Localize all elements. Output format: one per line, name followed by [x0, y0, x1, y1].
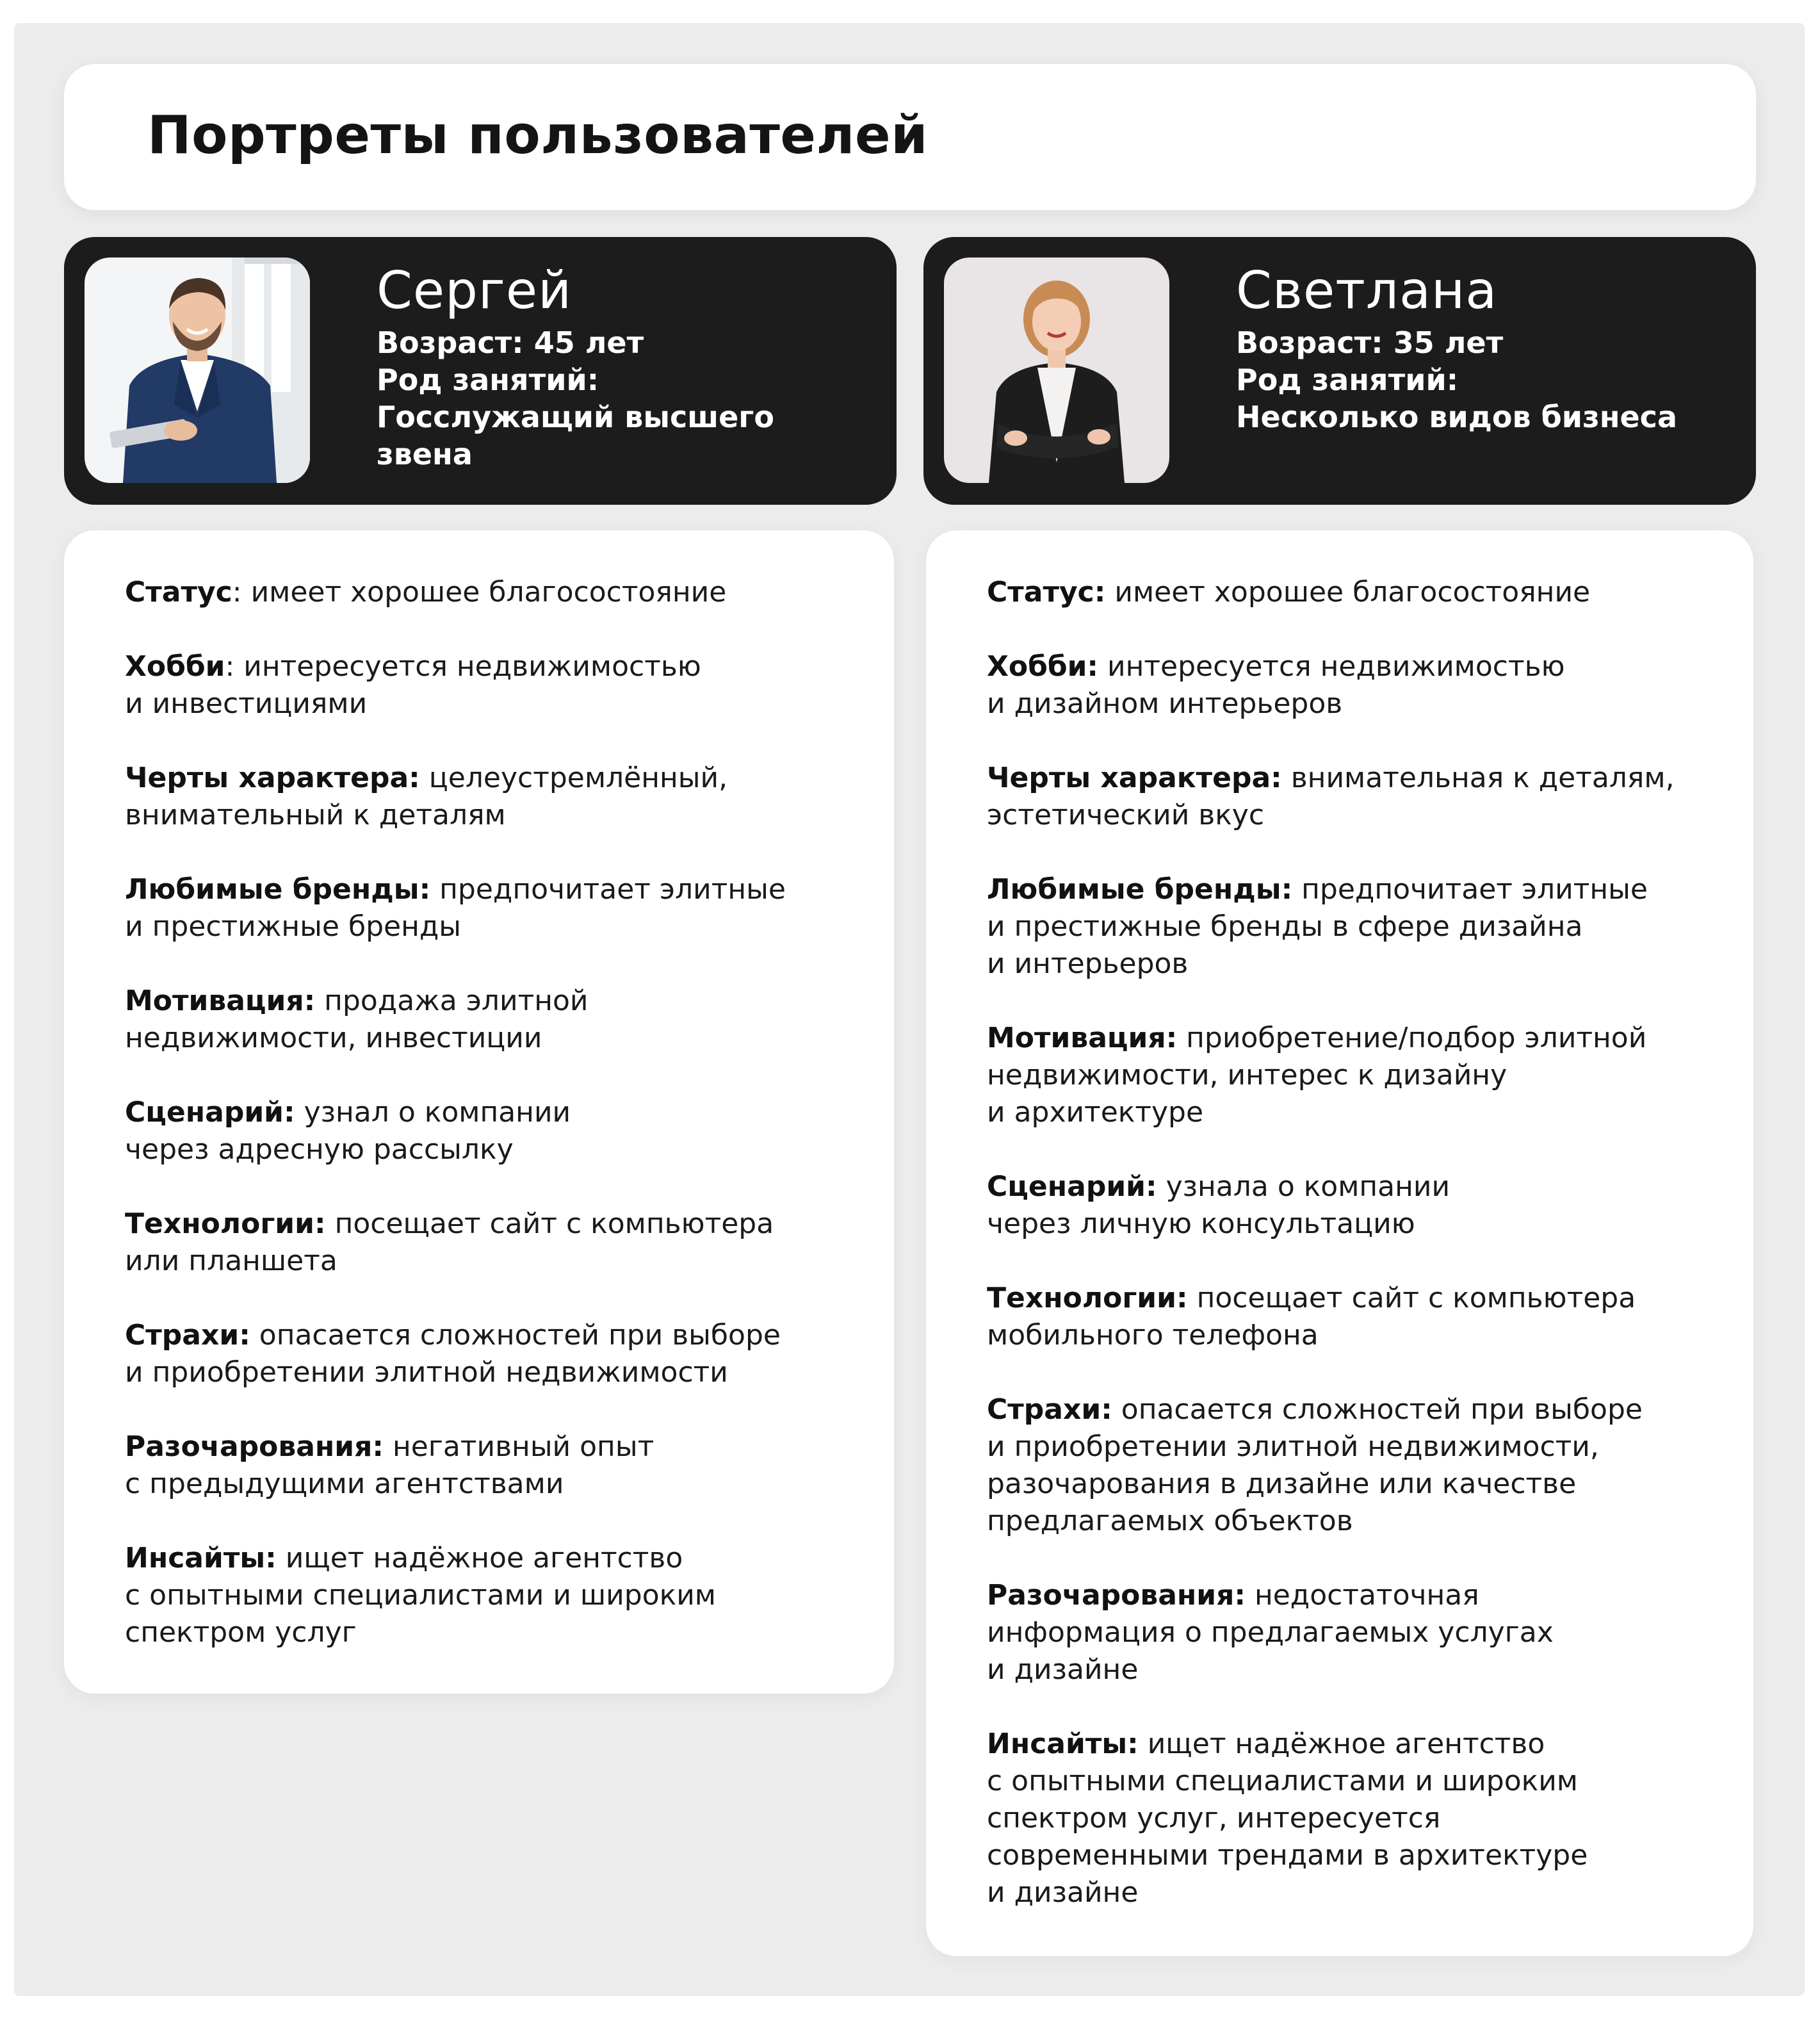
detail-item: Технологии: посещает сайт с компьютера или планшета — [125, 1207, 774, 1277]
page-title: Портреты пользователей — [147, 105, 929, 166]
persona-occupation-value: Несколько видов бизнеса — [1236, 400, 1677, 434]
persona-header-svetlana — [923, 237, 1756, 505]
avatar-svetlana — [944, 257, 1169, 483]
persona-occupation-label: Род занятий: — [377, 363, 599, 397]
persona-details-svetlana — [926, 530, 1753, 1956]
detail-item: Статус: имеет хорошее благосостояние — [987, 576, 1591, 609]
detail-item: Хобби: интересуется недвижимостью и инвестициями — [125, 650, 701, 720]
detail-item: Мотивация: приобретение/подбор элитной недвижимости, интерес к дизайну и архитектуре — [987, 1022, 1647, 1129]
persona-name: Светлана — [1236, 261, 1498, 320]
persona-occupation-label: Род занятий: — [1236, 363, 1459, 397]
detail-item: Хобби: интересуется недвижимостью и дизайном интерьеров — [987, 650, 1565, 720]
detail-item: Мотивация: продажа элитной недвижимости, инвестиции — [125, 985, 589, 1054]
detail-item: Черты характера: внимательная к деталям, эстетический вкус — [987, 762, 1675, 831]
detail-item: Любимые бренды: предпочитает элитные и престижные бренды — [125, 873, 786, 943]
persona-occupation-value: Госслужащий высшего звена — [377, 400, 774, 471]
detail-item: Разочарования: недостаточная информация о предлагаемых услугах и дизайне — [987, 1579, 1554, 1686]
detail-item: Любимые бренды: предпочитает элитные и престижные бренды в сфере дизайна и интерьеров — [987, 873, 1648, 980]
persona-name: Сергей — [377, 261, 573, 320]
detail-item: Сценарий: узнал о компании через адресную рассылку — [125, 1096, 571, 1166]
detail-item: Инсайты: ищет надёжное агентство с опытными специалистами и широким спектром услуг, интересуется современными трендами в архитектуре и дизайне — [987, 1728, 1588, 1909]
persona-details-sergey — [64, 530, 894, 1694]
detail-item: Сценарий: узнала о компании через личную консультацию — [987, 1170, 1450, 1240]
persona-age: Возраст: 45 лет — [377, 325, 644, 360]
detail-item: Статус: имеет хорошее благосостояние — [125, 576, 727, 609]
persona-age: Возраст: 35 лет — [1236, 325, 1504, 360]
detail-item: Черты характера: целеустремлённый, внимательный к деталям — [125, 762, 728, 831]
detail-item: Страхи: опасается сложностей при выборе и приобретении элитной недвижимости — [125, 1319, 781, 1389]
detail-item: Технологии: посещает сайт с компьютера мобильного телефона — [987, 1282, 1636, 1352]
title-card — [64, 64, 1756, 210]
detail-item: Разочарования: негативный опыт с предыдущими агентствами — [125, 1430, 654, 1500]
detail-item: Инсайты: ищет надёжное агентство с опытными специалистами и широким спектром услуг — [125, 1542, 716, 1649]
persona-header-sergey — [64, 237, 897, 505]
detail-item: Страхи: опасается сложностей при выборе и приобретении элитной недвижимости, разочарования в дизайне или качестве предлагаемых объектов — [987, 1393, 1643, 1537]
avatar-sergey — [85, 257, 310, 483]
